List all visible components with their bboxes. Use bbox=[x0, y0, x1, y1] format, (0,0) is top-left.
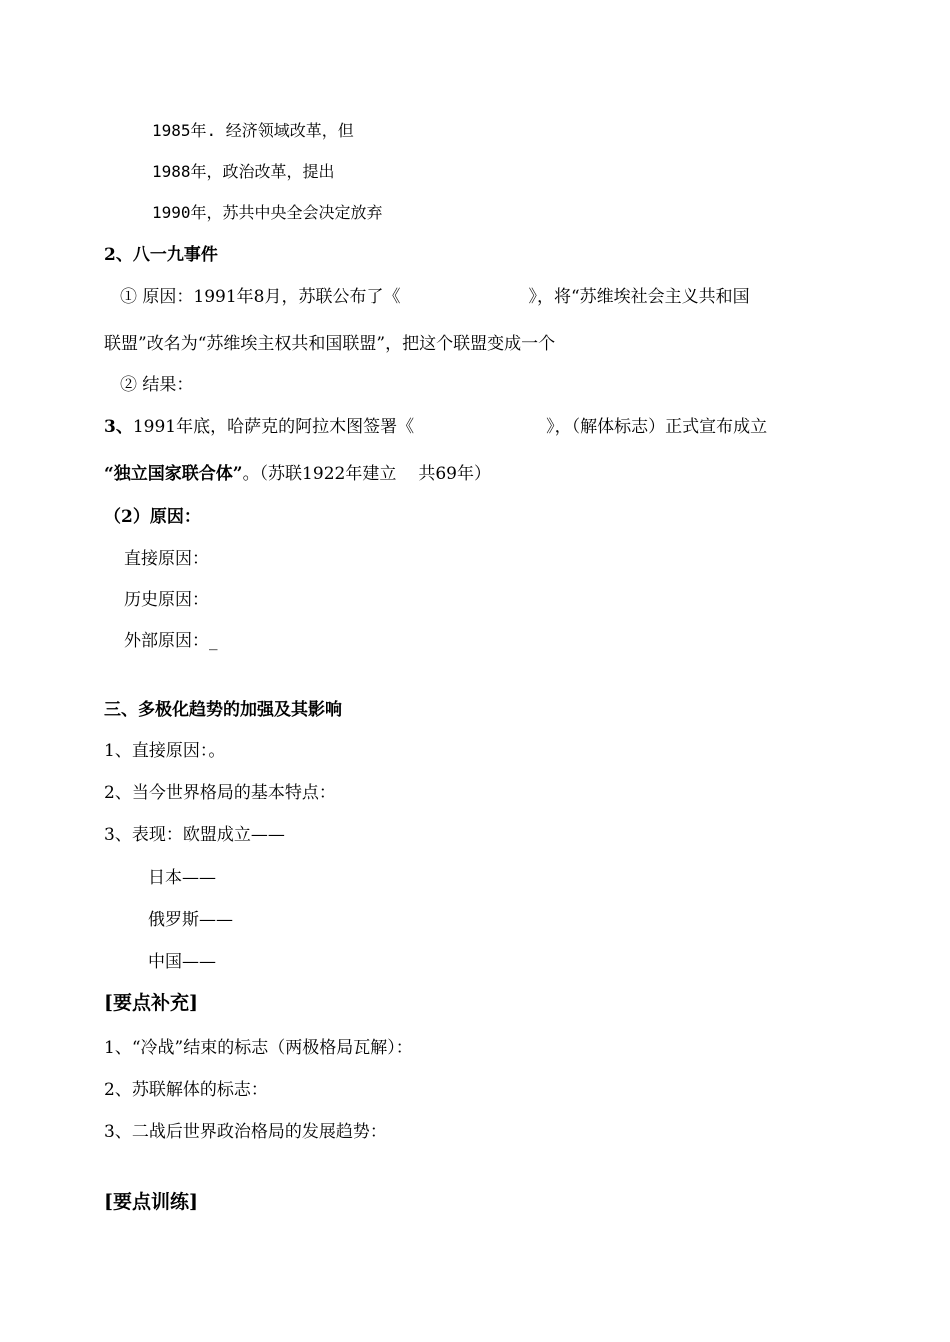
supplement-item-1: 1、“冷战”结束的标志（两极格局瓦解）： bbox=[104, 1038, 413, 1058]
section-3-number: 3、 bbox=[104, 417, 133, 437]
section-3-text-a: 1991年底，哈萨克的阿拉木图签署《 bbox=[132, 417, 415, 437]
cis-note-b: 共69年） bbox=[418, 464, 491, 484]
reason-heading: （2）原因： bbox=[104, 507, 201, 527]
cis-note-a: 。（苏联1922年建立 bbox=[242, 464, 397, 484]
multipolar-item-1: 1、直接原因：。 bbox=[104, 741, 226, 761]
cause-line-cont: 联盟”改名为“苏维埃主权共和国联盟”，把这个联盟变成一个 bbox=[104, 334, 556, 354]
direct-reason: 直接原因： bbox=[124, 549, 209, 569]
cause-text-a: ① 原因：1991年8月，苏联公布了《 bbox=[120, 287, 401, 307]
training-heading: [要点训练] bbox=[104, 1191, 198, 1213]
external-reason: 外部原因：_ bbox=[124, 631, 218, 651]
russia-line: 俄罗斯—— bbox=[148, 910, 233, 930]
supplement-item-2: 2、苏联解体的标志： bbox=[104, 1080, 268, 1100]
multipolar-item-3: 3、表现：欧盟成立—— bbox=[104, 825, 285, 845]
multipolar-item-2: 2、当今世界格局的基本特点： bbox=[104, 783, 336, 803]
line-1985: 1985年. 经济领域改革，但 bbox=[152, 121, 354, 140]
cause-text-b: 》，将“苏维埃社会主义共和国 bbox=[528, 287, 750, 307]
supplement-heading: [要点补充] bbox=[104, 992, 198, 1014]
result-line: ② 结果： bbox=[120, 375, 194, 395]
cis-line bbox=[104, 464, 491, 484]
heading-819-event: 2、八一九事件 bbox=[104, 245, 218, 265]
line-1990: 1990年，苏共中央全会决定放弃 bbox=[152, 203, 383, 222]
line-1988: 1988年，政治改革，提出 bbox=[152, 162, 335, 181]
cis-name: “独立国家联合体” bbox=[104, 464, 243, 484]
section-3-text-b: 》，（解体标志）正式宣布成立 bbox=[546, 417, 768, 437]
section-3-line bbox=[104, 417, 767, 437]
historical-reason: 历史原因： bbox=[124, 590, 209, 610]
supplement-item-3: 3、二战后世界政治格局的发展趋势： bbox=[104, 1122, 387, 1142]
china-line: 中国—— bbox=[148, 952, 216, 972]
japan-line: 日本—— bbox=[148, 868, 216, 888]
section-heading-multipolar: 三、多极化趋势的加强及其影响 bbox=[104, 700, 342, 720]
cause-line bbox=[120, 287, 750, 307]
